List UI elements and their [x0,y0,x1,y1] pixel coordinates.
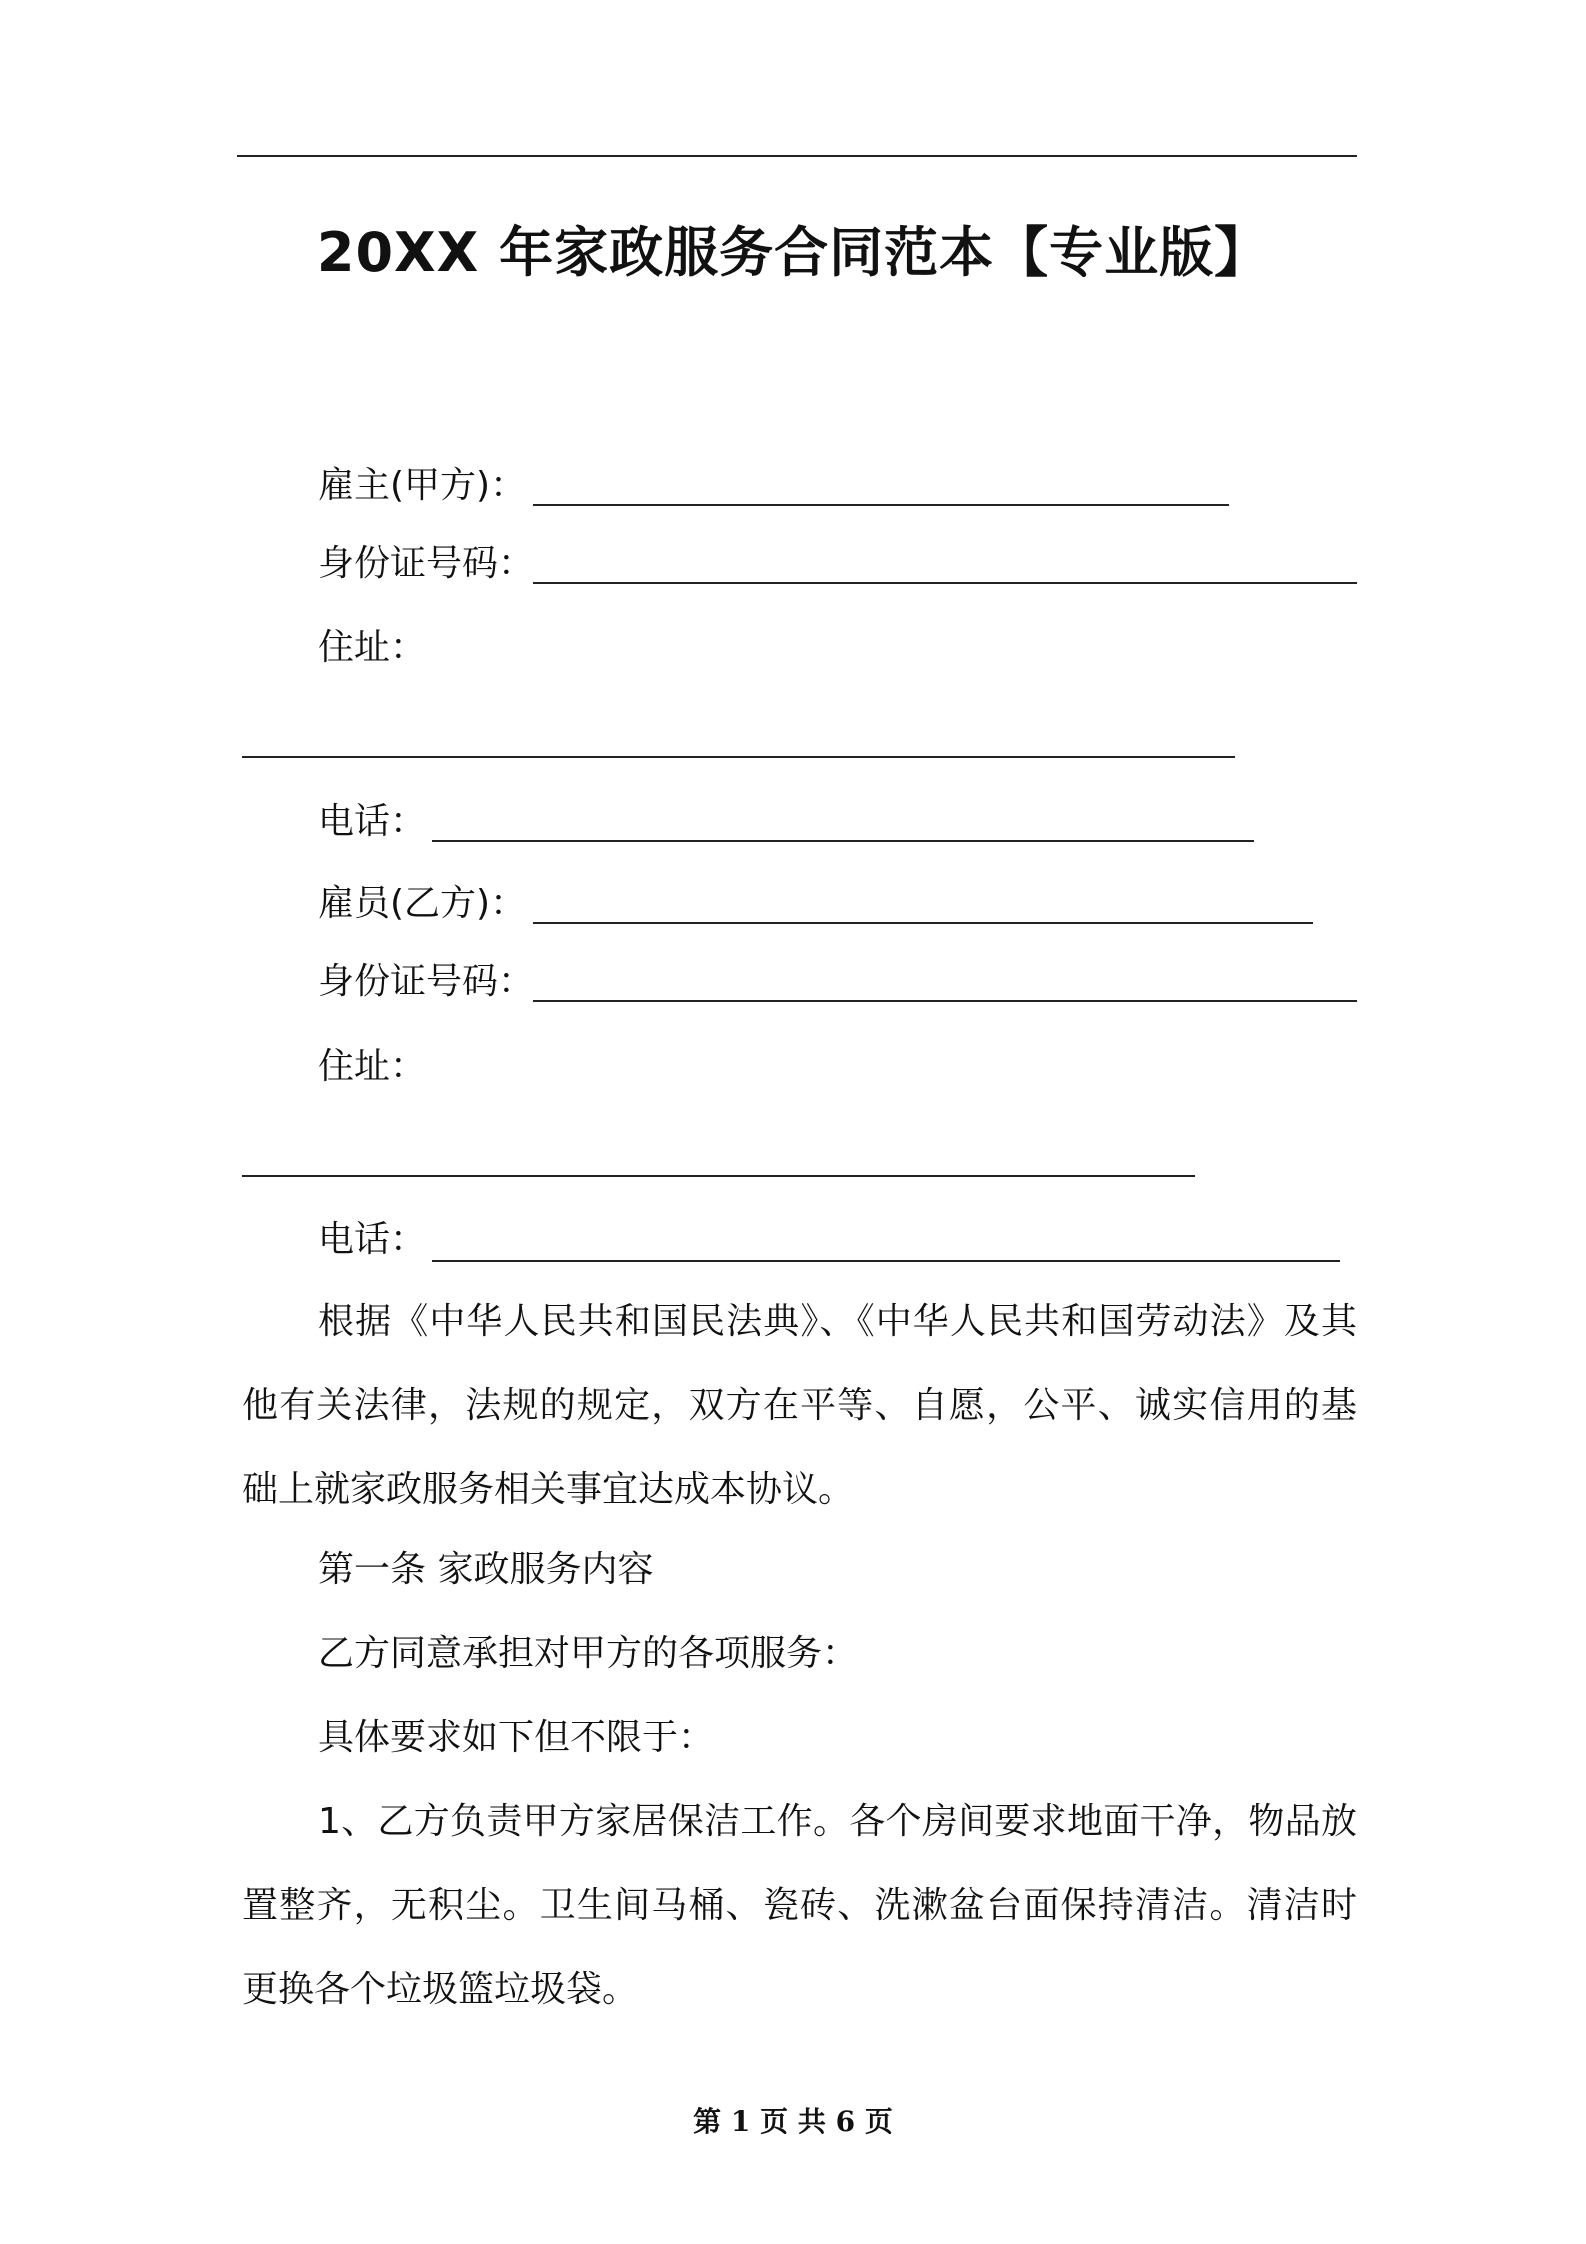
employer-blank [533,504,1229,506]
party-b-phone-label: 电话： [318,1219,427,1260]
party-b-phone-blank [432,1260,1340,1262]
party-a-id-label: 身份证号码： [318,543,535,584]
party-a-address-label: 住址： [318,627,427,668]
article-1-item-1: 1、乙方负责甲方家居保洁工作。各个房间要求地面干净，物品放置整齐，无积尘。卫生间马桶、瓷砖、洗漱盆台面保持清洁。清洁时更换各个垃圾篮垃圾袋。 [242,1801,1357,2010]
party-a-id-blank [533,582,1357,584]
employer-label: 雇主(甲方)： [318,465,527,506]
article-1-line-1: 乙方同意承担对甲方的各项服务： [318,1633,859,1674]
page-number: 第 1 页 共 6 页 [693,2105,893,2138]
header-rule [237,155,1357,157]
document-title: 20XX 年家政服务合同范本【专业版】 [316,221,1270,284]
party-b-address-label: 住址： [318,1046,427,1087]
party-a-phone-blank [432,840,1254,842]
party-a-address-blank [242,756,1235,758]
article-1-line-2: 具体要求如下但不限于： [318,1717,715,1758]
party-b-id-label: 身份证号码： [318,961,535,1002]
article-1-heading: 第一条 家政服务内容 [318,1549,654,1590]
party-b-id-blank [533,1000,1357,1002]
party-a-phone-label: 电话： [318,801,427,842]
employee-label: 雇员(乙方)： [318,883,527,924]
employee-blank [533,922,1313,924]
intro-paragraph: 根据《中华人民共和国民法典》、《中华人民共和国劳动法》及其他有关法律，法规的规定，双方在平等、自愿，公平、诚实信用的基础上就家政服务相关事宜达成本协议。 [242,1301,1357,1510]
party-b-address-blank [242,1175,1195,1177]
